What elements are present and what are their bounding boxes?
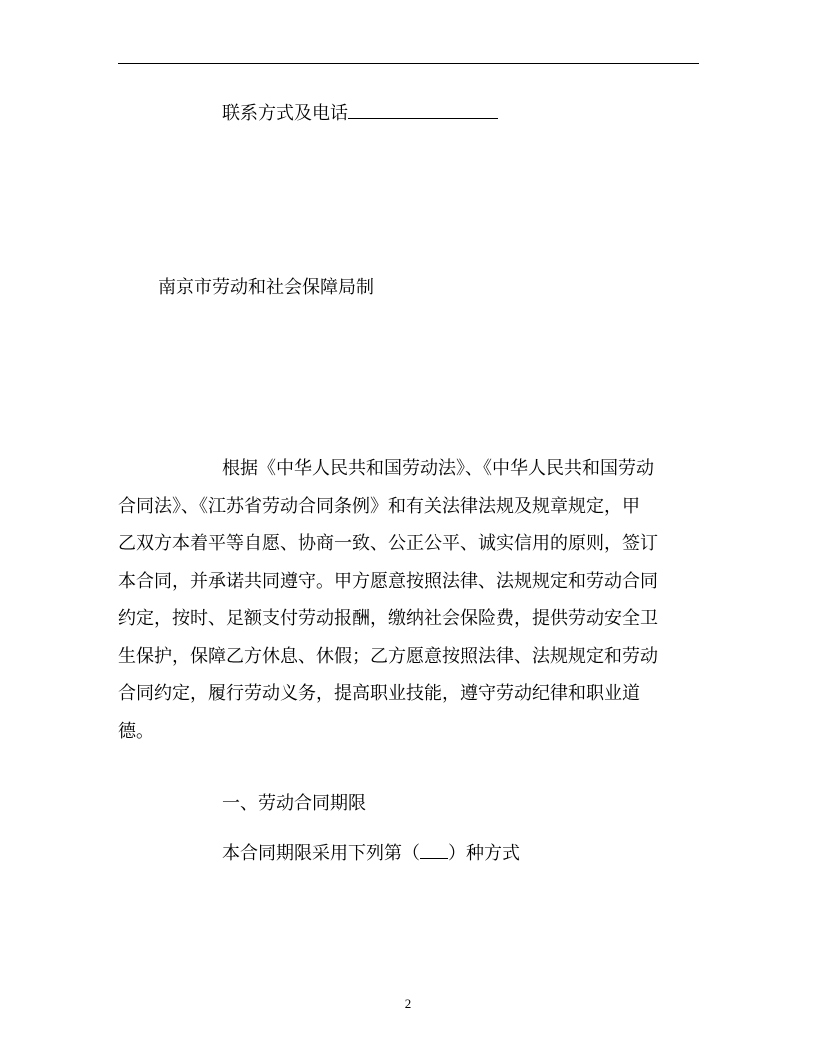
issuer-line: 南京市劳动和社会保障局制 — [158, 277, 374, 298]
term-blank — [420, 840, 448, 859]
preamble-line: 生保护，保障乙方休息、休假；乙方愿意按照法律、法规规定和劳动 — [118, 645, 658, 667]
term-suffix: ）种方式 — [448, 843, 520, 864]
preamble-line: 合同约定，履行劳动义务，提高职业技能，遵守劳动纪律和职业道 — [118, 683, 640, 704]
preamble-line: 约定，按时、足额支付劳动报酬，缴纳社会保险费，提供劳动安全卫 — [118, 608, 658, 629]
section-title: 一、劳动合同期限 — [222, 793, 366, 814]
preamble-line: 根据《中华人民共和国劳动法》、《中华人民共和国劳动 — [222, 458, 654, 479]
preamble-line: 本合同，并承诺共同遵守。甲方愿意按照法律、法规规定和劳动合同 — [118, 570, 658, 592]
preamble-line: 乙双方本着平等自愿、协商一致、公正公平、诚实信用的原则，签订 — [118, 533, 658, 554]
contact-label: 联系方式及电话 — [222, 103, 348, 124]
header-rule — [118, 63, 699, 64]
page-number: 2 — [404, 996, 412, 1011]
preamble-paragraph — [118, 450, 700, 750]
term-prefix: 本合同期限采用下列第（ — [222, 843, 420, 864]
preamble-line: 合同法》、《江苏省劳动合同条例》和有关法律法规及规章规定，甲 — [118, 495, 640, 517]
contact-line — [222, 100, 498, 126]
term-line — [222, 840, 520, 866]
contact-blank — [348, 100, 498, 119]
preamble-line: 德。 — [118, 720, 154, 742]
